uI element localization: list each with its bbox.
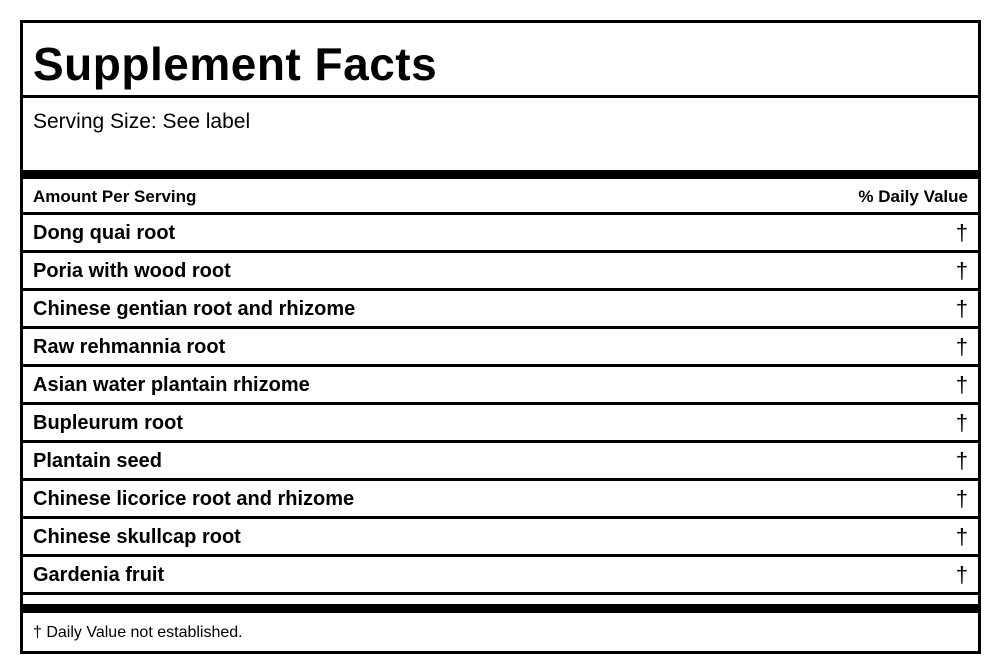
daily-value-dagger: † (955, 258, 968, 283)
ingredient-row (23, 291, 978, 329)
ingredient-row (23, 253, 978, 291)
ingredient-row (23, 367, 978, 405)
column-header-row (23, 179, 978, 212)
daily-value-dagger: † (955, 296, 968, 321)
ingredient-name: Chinese licorice root and rhizome (33, 488, 355, 510)
ingredient-row (23, 329, 978, 367)
ingredient-row (23, 519, 978, 557)
ingredient-name: Chinese skullcap root (33, 526, 241, 548)
ingredient-name: Poria with wood root (33, 260, 231, 282)
footnote: † Daily Value not established. (33, 624, 243, 641)
daily-value-dagger: † (955, 448, 968, 473)
daily-value-dagger: † (955, 334, 968, 359)
ingredient-row (23, 481, 978, 519)
daily-value-dagger: † (955, 524, 968, 549)
title-divider (23, 95, 978, 98)
daily-value-dagger: † (955, 486, 968, 511)
ingredient-name: Asian water plantain rhizome (33, 374, 310, 396)
supplement-facts-panel (20, 20, 981, 654)
daily-value-dagger: † (955, 372, 968, 397)
ingredient-row (23, 405, 978, 443)
ingredient-row (23, 557, 978, 595)
ingredient-row (23, 215, 978, 253)
ingredient-name: Dong quai root (33, 222, 176, 244)
ingredient-row (23, 443, 978, 481)
daily-value-dagger: † (955, 410, 968, 435)
daily-value-header: % Daily Value (858, 187, 968, 206)
ingredient-name: Chinese gentian root and rhizome (33, 298, 356, 320)
ingredient-name: Plantain seed (33, 450, 162, 472)
ingredient-name: Bupleurum root (33, 412, 183, 434)
serving-size: Serving Size: See label (33, 110, 251, 133)
daily-value-dagger: † (955, 220, 968, 245)
ingredient-list (23, 215, 978, 595)
ingredient-name: Raw rehmannia root (33, 336, 226, 358)
daily-value-dagger: † (955, 562, 968, 587)
panel-title: Supplement Facts (33, 38, 438, 90)
amount-per-serving-header: Amount Per Serving (33, 187, 197, 206)
thick-divider-top (23, 170, 978, 179)
thick-divider-bottom (23, 604, 978, 613)
ingredient-name: Gardenia fruit (33, 564, 165, 586)
